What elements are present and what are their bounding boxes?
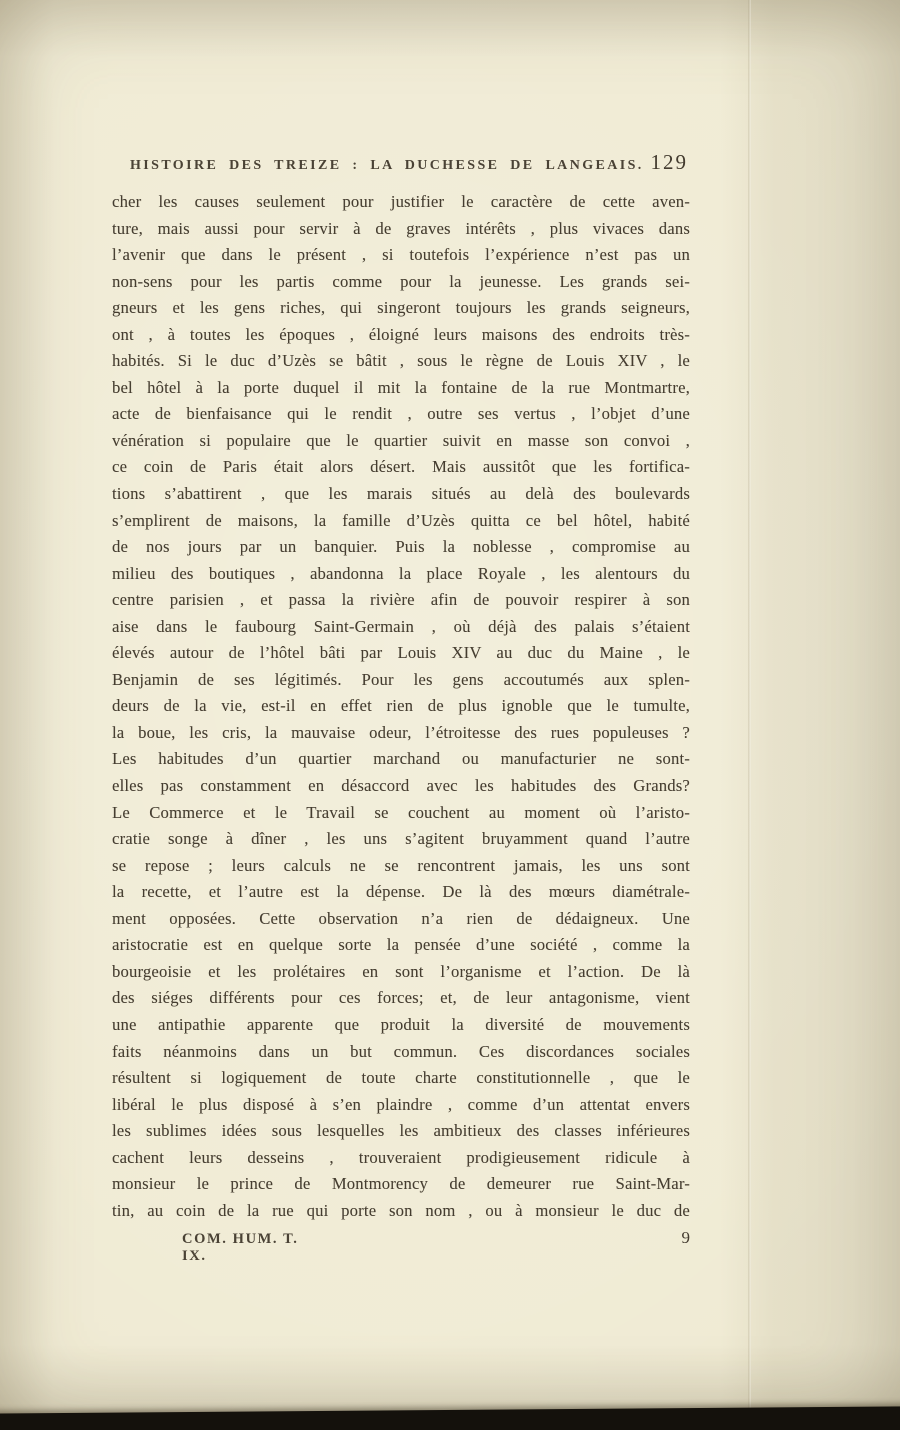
- body-line: de nos jours par un banquier. Puis la noblesse , compromise au: [112, 537, 690, 557]
- body-line: Le Commerce et le Travail se couchent au moment où l’aristo-: [112, 802, 690, 822]
- page-edge-crease: [748, 0, 751, 1430]
- body-line: habités. Si le duc d’Uzès se bâtit , sous le règne de Louis XIV , le: [112, 351, 690, 371]
- body-line: cher les causes seulement pour justifier le caractère de cette aven-: [112, 192, 690, 211]
- body-line: ce coin de Paris était alors désert. Mais aussitôt que les fortifica-: [112, 457, 690, 477]
- body-line: ont , à toutes les époques , éloigné leurs maisons des endroits très-: [112, 324, 690, 344]
- body-line: elles pas constamment en désaccord avec les habitudes des Grands?: [112, 776, 690, 796]
- body-line: bourgeoisie et les prolétaires en sont l’organisme et l’action. De là: [112, 961, 690, 981]
- body-line: tin, au coin de la rue qui porte son nom , ou à monsieur le duc de: [112, 1200, 690, 1220]
- body-line: Les habitudes d’un quartier marchand ou manufacturier ne sont-: [112, 749, 690, 769]
- body-line: la boue, les cris, la mauvaise odeur, l’étroitesse des rues populeuses ?: [112, 722, 690, 742]
- body-line: ment opposées. Cette observation n’a rien de dédaigneux. Une: [112, 908, 690, 928]
- body-line: aristocratie est en quelque sorte la pensée d’une société , comme la: [112, 935, 690, 955]
- body-line: cratie songe à dîner , les uns s’agitent bruyamment quand l’autre: [112, 829, 690, 849]
- body-line: élevés autour de l’hôtel bâti par Louis XIV au duc du Maine , le: [112, 643, 690, 663]
- body-line: milieu des boutiques , abandonna la place Royale , les alentours du: [112, 563, 690, 583]
- body-line: s’emplirent de maisons, la famille d’Uzès quitta ce bel hôtel, habité: [112, 510, 690, 530]
- body-line: faits néanmoins dans un but commun. Ces discordances sociales: [112, 1041, 690, 1061]
- body-line: cachent leurs desseins , trouveraient prodigieusement ridicule à: [112, 1147, 690, 1167]
- sheet-signature-number: 9: [681, 1228, 690, 1248]
- page-header: [112, 150, 690, 175]
- body-text: [112, 189, 690, 1224]
- body-line: non-sens pour les partis comme pour la jeunesse. Les grands sei-: [112, 271, 690, 291]
- body-line: la recette, et l’autre est la dépense. De là des mœurs diamétrale-: [112, 882, 690, 902]
- body-line: centre parisien , et passa la rivière afin de pouvoir respirer à son: [112, 590, 690, 610]
- body-line: résultent si logiquement de toute charte constitutionnelle , que le: [112, 1068, 690, 1088]
- body-line: aise dans le faubourg Saint-Germain , où déjà des palais s’étaient: [112, 616, 690, 636]
- body-line: une antipathie apparente que produit la diversité de mouvements: [112, 1014, 690, 1034]
- body-line: se repose ; leurs calculs ne se rencontrent jamais, les uns sont: [112, 855, 690, 875]
- body-line: les sublimes idées sous lesquelles les ambitieux des classes inférieures: [112, 1121, 690, 1141]
- body-line: des siéges différents pour ces forces; et, de leur antagonisme, vient: [112, 988, 690, 1008]
- body-line: l’avenir que dans le présent , si toutefois l’expérience n’est pas un: [112, 245, 690, 265]
- body-line: acte de bienfaisance qui le rendit , outre ses vertus , l’objet d’une: [112, 404, 690, 424]
- page-footer: [112, 1228, 690, 1265]
- body-line: libéral le plus disposé à s’en plaindre , comme d’un attentat envers: [112, 1094, 690, 1114]
- body-line: vénération si populaire que le quartier suivit en masse son convoi ,: [112, 430, 690, 450]
- body-line: deurs de la vie, est-il en effet rien de plus ignoble que le tumulte,: [112, 696, 690, 716]
- page-content: [112, 150, 690, 1265]
- body-line: Benjamin de ses légitimés. Pour les gens accoutumés aux splen-: [112, 669, 690, 689]
- body-line: bel hôtel à la porte duquel il mit la fontaine de la rue Montmartre,: [112, 377, 690, 397]
- body-line: ture, mais aussi pour servir à de graves intérêts , plus vivaces dans: [112, 218, 690, 238]
- body-line: tions s’abattirent , que les marais situés au delà des boulevards: [112, 484, 690, 504]
- body-line: monsieur le prince de Montmorency de demeurer rue Saint-Mar-: [112, 1174, 690, 1194]
- body-line: gneurs et les gens riches, qui singeront toujours les grands seigneurs,: [112, 298, 690, 318]
- running-title: HISTOIRE DES TREIZE : LA DUCHESSE DE LANGEAIS.: [130, 158, 644, 173]
- scan-bottom-edge: [0, 1406, 900, 1430]
- footer-signature: COM. HUM. T. IX.: [182, 1231, 299, 1265]
- folio-number: 129: [650, 150, 688, 174]
